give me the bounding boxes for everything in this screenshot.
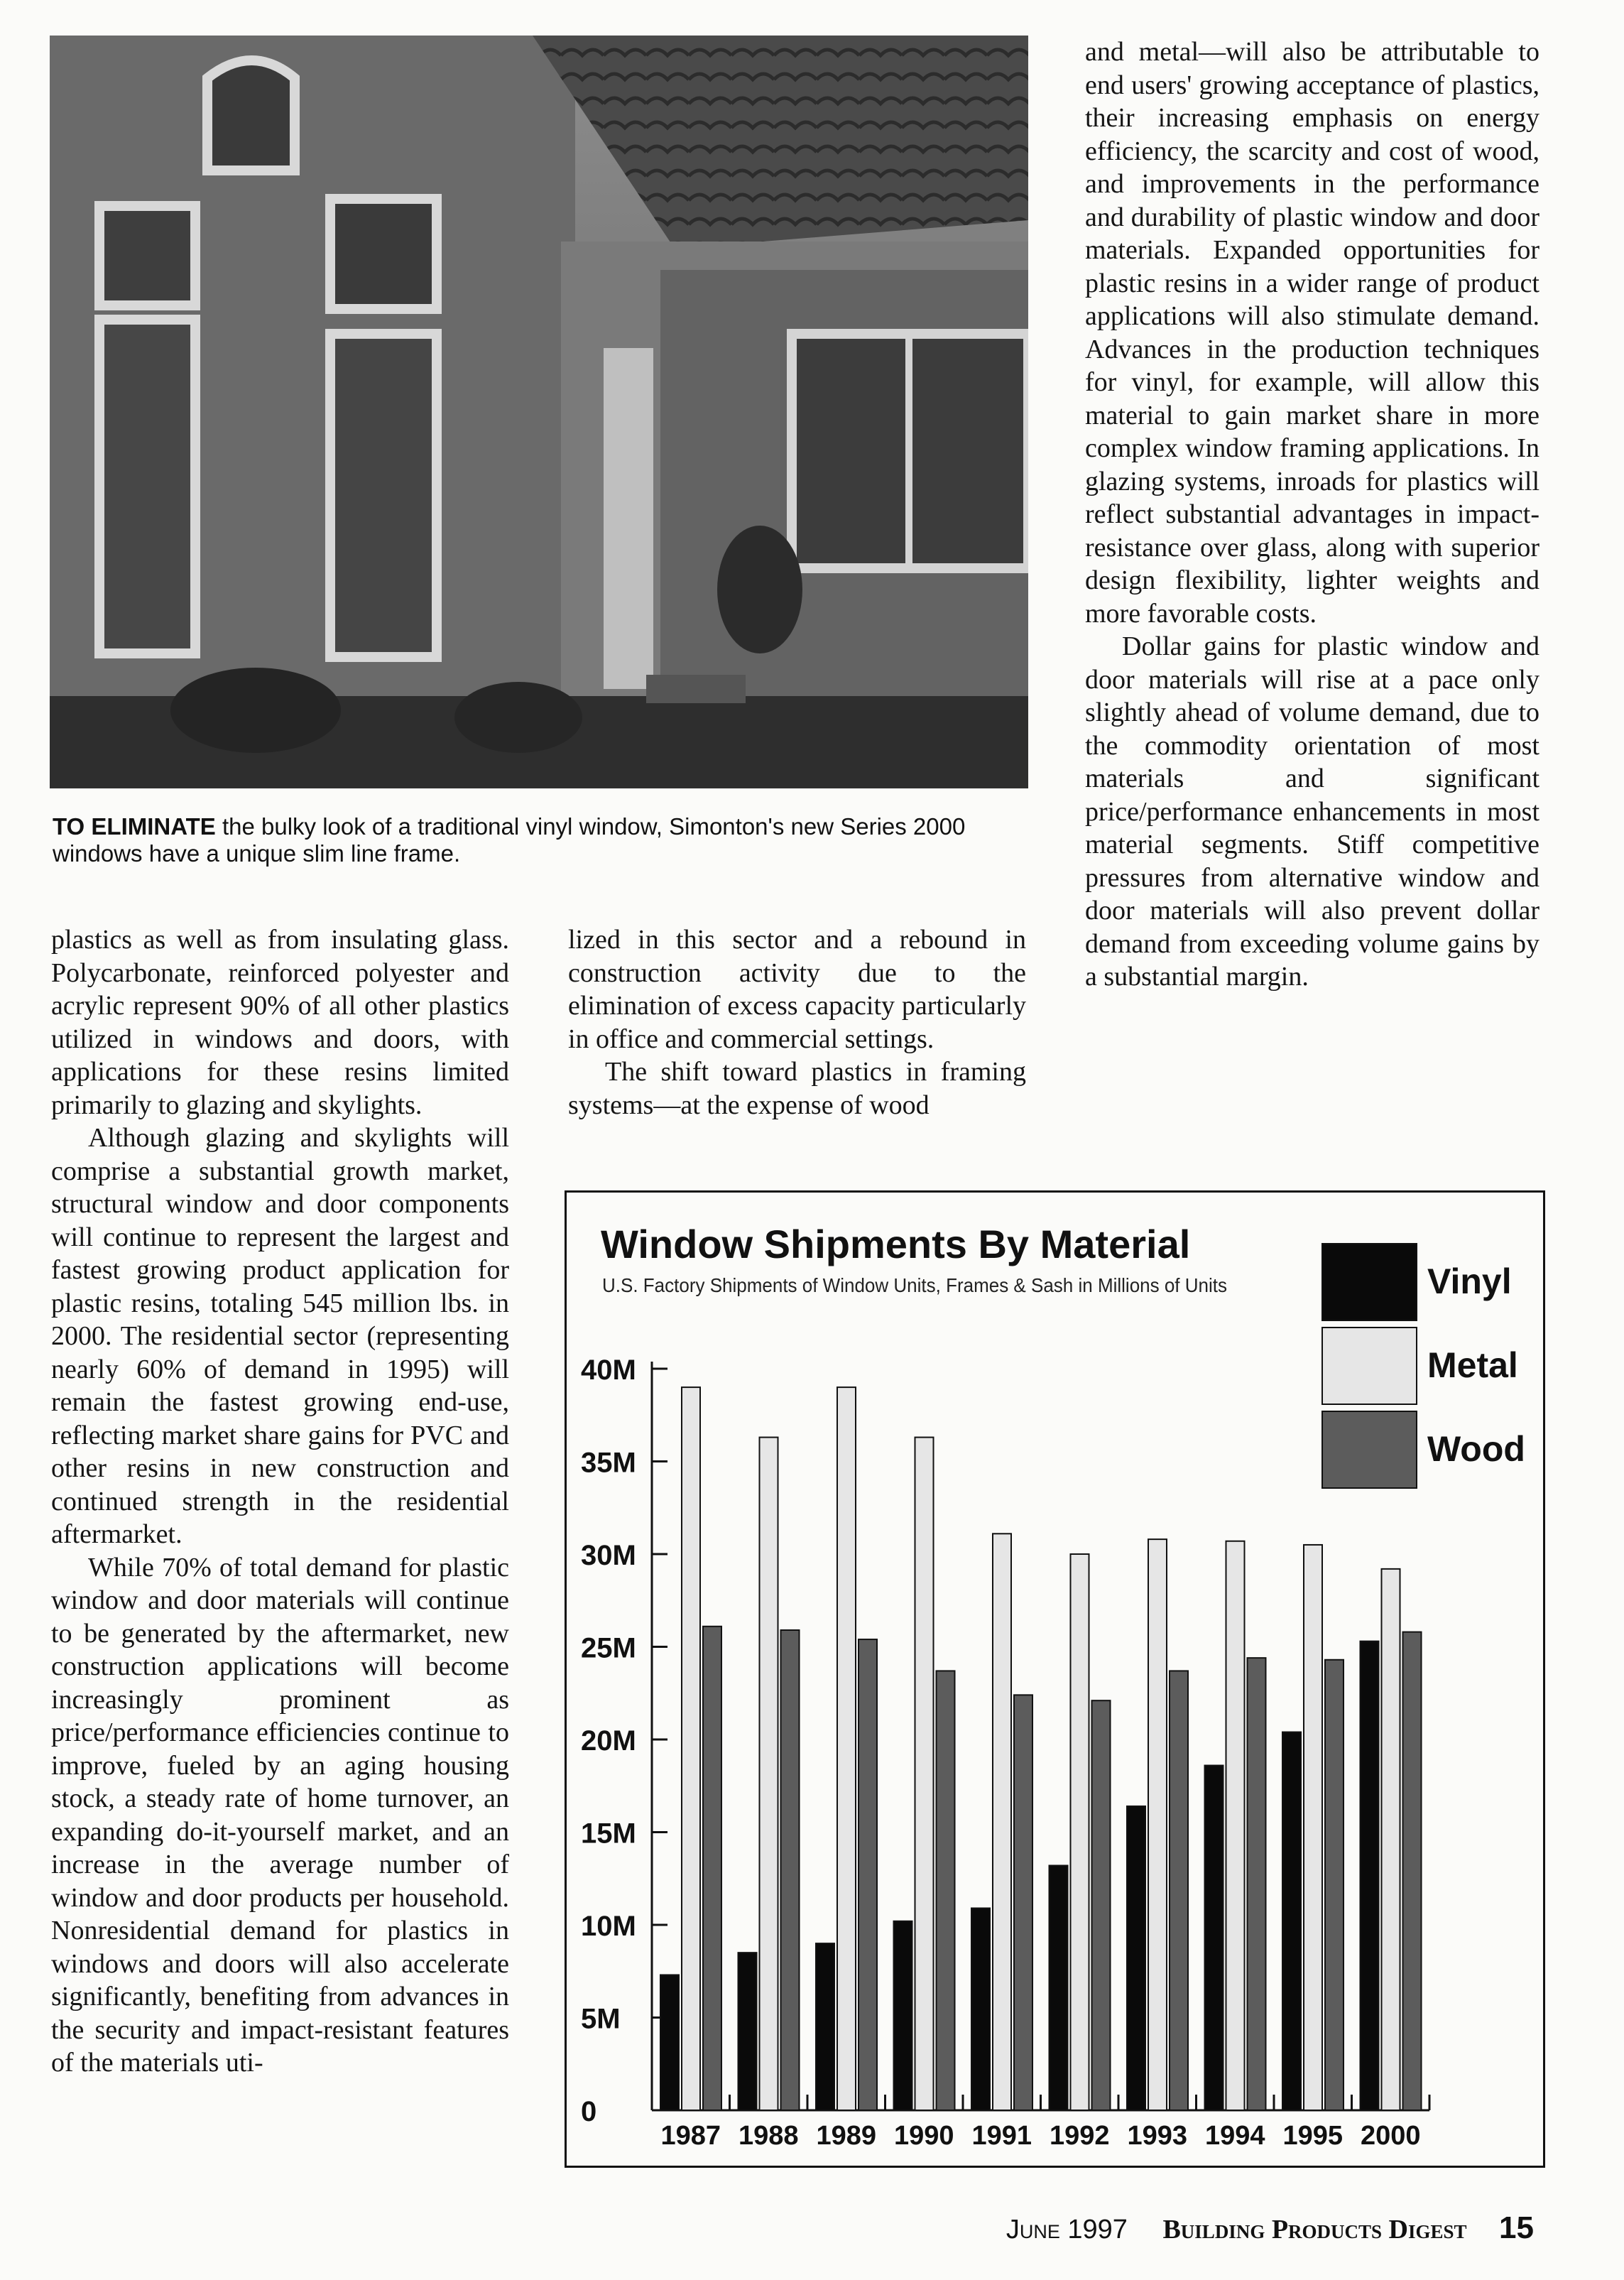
paragraph: plastics as well as from insulating glass. Polycarbonate, reinforced polyester and acrylic represent 90% of all other plastics utilized in windows and doors, with applications for these resins limited primarily to glazing and skylights.: [51, 925, 509, 1120]
article-column-left: [51, 923, 509, 2080]
page-number: 15: [1499, 2210, 1534, 2245]
bar-wood: [1248, 1658, 1266, 2110]
footer-magazine: Building Products Digest: [1162, 2215, 1467, 2244]
x-tick-label: 1992: [1049, 2121, 1110, 2151]
x-tick-label: 1988: [738, 2121, 799, 2151]
legend-label-wood: Wood: [1427, 1429, 1525, 1469]
paragraph: While 70% of total demand for plastic window and door materials will continue to be generated by the aftermarket, new construction applications will become increasingly prominent as price/performance efficiencies continue to improve, fueled by an aging housing stock, a steady rate of home turnover, an expanding do-it-yourself market, and an increase in the average number of window and door products per household. Nonresidential demand for plastics in windows and doors will also accelerate significantly, benefiting from advances in the security and impact-resistant features of the materials uti-: [51, 1552, 509, 2078]
bar-metal: [682, 1387, 700, 2110]
y-tick-label: 10M: [581, 1911, 636, 1942]
bar-wood: [703, 1627, 721, 2110]
legend-label-vinyl: Vinyl: [1427, 1261, 1512, 1301]
bar-vinyl: [1205, 1766, 1224, 2110]
bar-wood: [1170, 1671, 1188, 2110]
y-tick-label: 35M: [581, 1447, 636, 1479]
page-footer: [987, 2210, 1534, 2246]
chart-title: Window Shipments By Material: [601, 1222, 1191, 1266]
x-tick-label: 2000: [1360, 2121, 1421, 2151]
legend-swatch-wood: [1322, 1411, 1417, 1488]
bar-vinyl: [1050, 1865, 1068, 2110]
window-shipments-chart: [565, 1190, 1545, 2168]
bar-metal: [1071, 1554, 1089, 2110]
house-photo: [50, 36, 1028, 788]
footer-date: June 1997: [1006, 2215, 1128, 2244]
bar-wood: [781, 1630, 800, 2110]
x-tick-label: 1987: [660, 2121, 721, 2151]
caption-lead: TO ELIMINATE: [53, 813, 216, 840]
paragraph: Dollar gains for plastic window and door materials will rise at a pace only slightly ahead of volume demand, due to the commodity orientation of most materials and significant price/performance enhancements in most material segments. Stiff competitive pressures from alternative window and door materials will also prevent dollar demand from exceeding volume gains by a substantial margin.: [1085, 631, 1539, 992]
y-tick-label: 20M: [581, 1725, 636, 1757]
photo-caption: [53, 813, 1032, 867]
bar-metal: [1304, 1545, 1322, 2110]
bar-vinyl: [1127, 1806, 1145, 2110]
chart-subtitle: U.S. Factory Shipments of Window Units, Frames & Sash in Millions of Units: [602, 1274, 1227, 1296]
bar-metal: [1226, 1541, 1245, 2110]
bar-wood: [1092, 1700, 1111, 2110]
x-tick-label: 1991: [971, 2121, 1032, 2151]
legend-swatch-metal: [1322, 1328, 1417, 1404]
bar-vinyl: [894, 1921, 912, 2110]
x-tick-label: 1995: [1282, 2121, 1344, 2151]
y-tick-label: 40M: [581, 1355, 636, 1386]
bar-wood: [1014, 1695, 1032, 2110]
bar-metal: [760, 1438, 778, 2110]
paragraph: and metal—will also be attributable to end users' growing acceptance of plastics, their increasing emphasis on energy efficiency, the scarcity and cost of wood, and improvements in the performance and durability of plastic window and door materials. Expanded opportunities for plastic resins in a wider range of product applications will also stimulate demand. Advances in the production techniques for vinyl, for example, will allow this material to gain market share in more complex window framing applications. In glazing systems, inroads for plastics will reflect substantial advantages in impact-resistance over glass, along with superior design flexibility, lighter weights and more favorable costs.: [1085, 37, 1539, 629]
legend-swatch-vinyl: [1322, 1244, 1417, 1320]
bar-vinyl: [1361, 1641, 1379, 2110]
bar-metal: [1382, 1569, 1400, 2110]
x-tick-label: 1990: [893, 2121, 954, 2151]
y-tick-label: 30M: [581, 1540, 636, 1571]
paragraph: lized in this sector and a rebound in construction activity due to the elimination of excess capacity particularly in office and commercial settings.: [568, 925, 1026, 1054]
bar-vinyl: [816, 1943, 834, 2110]
x-tick-label: 1994: [1204, 2121, 1265, 2151]
article-column-right: [1085, 36, 1539, 994]
article-column-middle: [568, 923, 1026, 1122]
bar-metal: [993, 1533, 1011, 2110]
bar-metal: [1148, 1539, 1167, 2110]
x-tick-label: 1989: [816, 2121, 877, 2151]
bar-metal: [915, 1438, 934, 2110]
bar-vinyl: [1282, 1732, 1301, 2110]
chart-canvas: [567, 1193, 1543, 2166]
y-tick-label: 0: [581, 2096, 597, 2127]
bar-wood: [859, 1639, 877, 2110]
bar-wood: [1325, 1660, 1344, 2110]
bar-vinyl: [971, 1909, 990, 2110]
y-tick-label: 25M: [581, 1632, 636, 1664]
paragraph: The shift toward plastics in framing systems—at the expense of wood: [568, 1057, 1026, 1120]
caption-text: the bulky look of a traditional vinyl window, Simonton's new Series 2000 windows have a unique slim line frame.: [53, 813, 966, 867]
x-tick-label: 1993: [1127, 2121, 1188, 2151]
legend-label-metal: Metal: [1427, 1345, 1518, 1385]
bar-wood: [1403, 1632, 1422, 2110]
y-tick-label: 5M: [581, 2003, 621, 2035]
y-tick-label: 15M: [581, 1818, 636, 1850]
house-photo-illustration: [50, 36, 1028, 788]
bar-vinyl: [660, 1975, 679, 2110]
paragraph: Although glazing and skylights will comprise a substantial growth market, structural window and door components will continue to represent the largest and fastest growing product application for plastic resins, totaling 545 million lbs. in 2000. The residential sector (representing nearly 60% of demand in 1995) will remain the fastest growing end-use, reflecting market share gains for PVC and other resins in new construction and continued strength in the residential aftermarket.: [51, 1123, 509, 1549]
bar-metal: [837, 1387, 856, 2110]
bar-wood: [937, 1671, 955, 2110]
bar-vinyl: [739, 1953, 757, 2110]
